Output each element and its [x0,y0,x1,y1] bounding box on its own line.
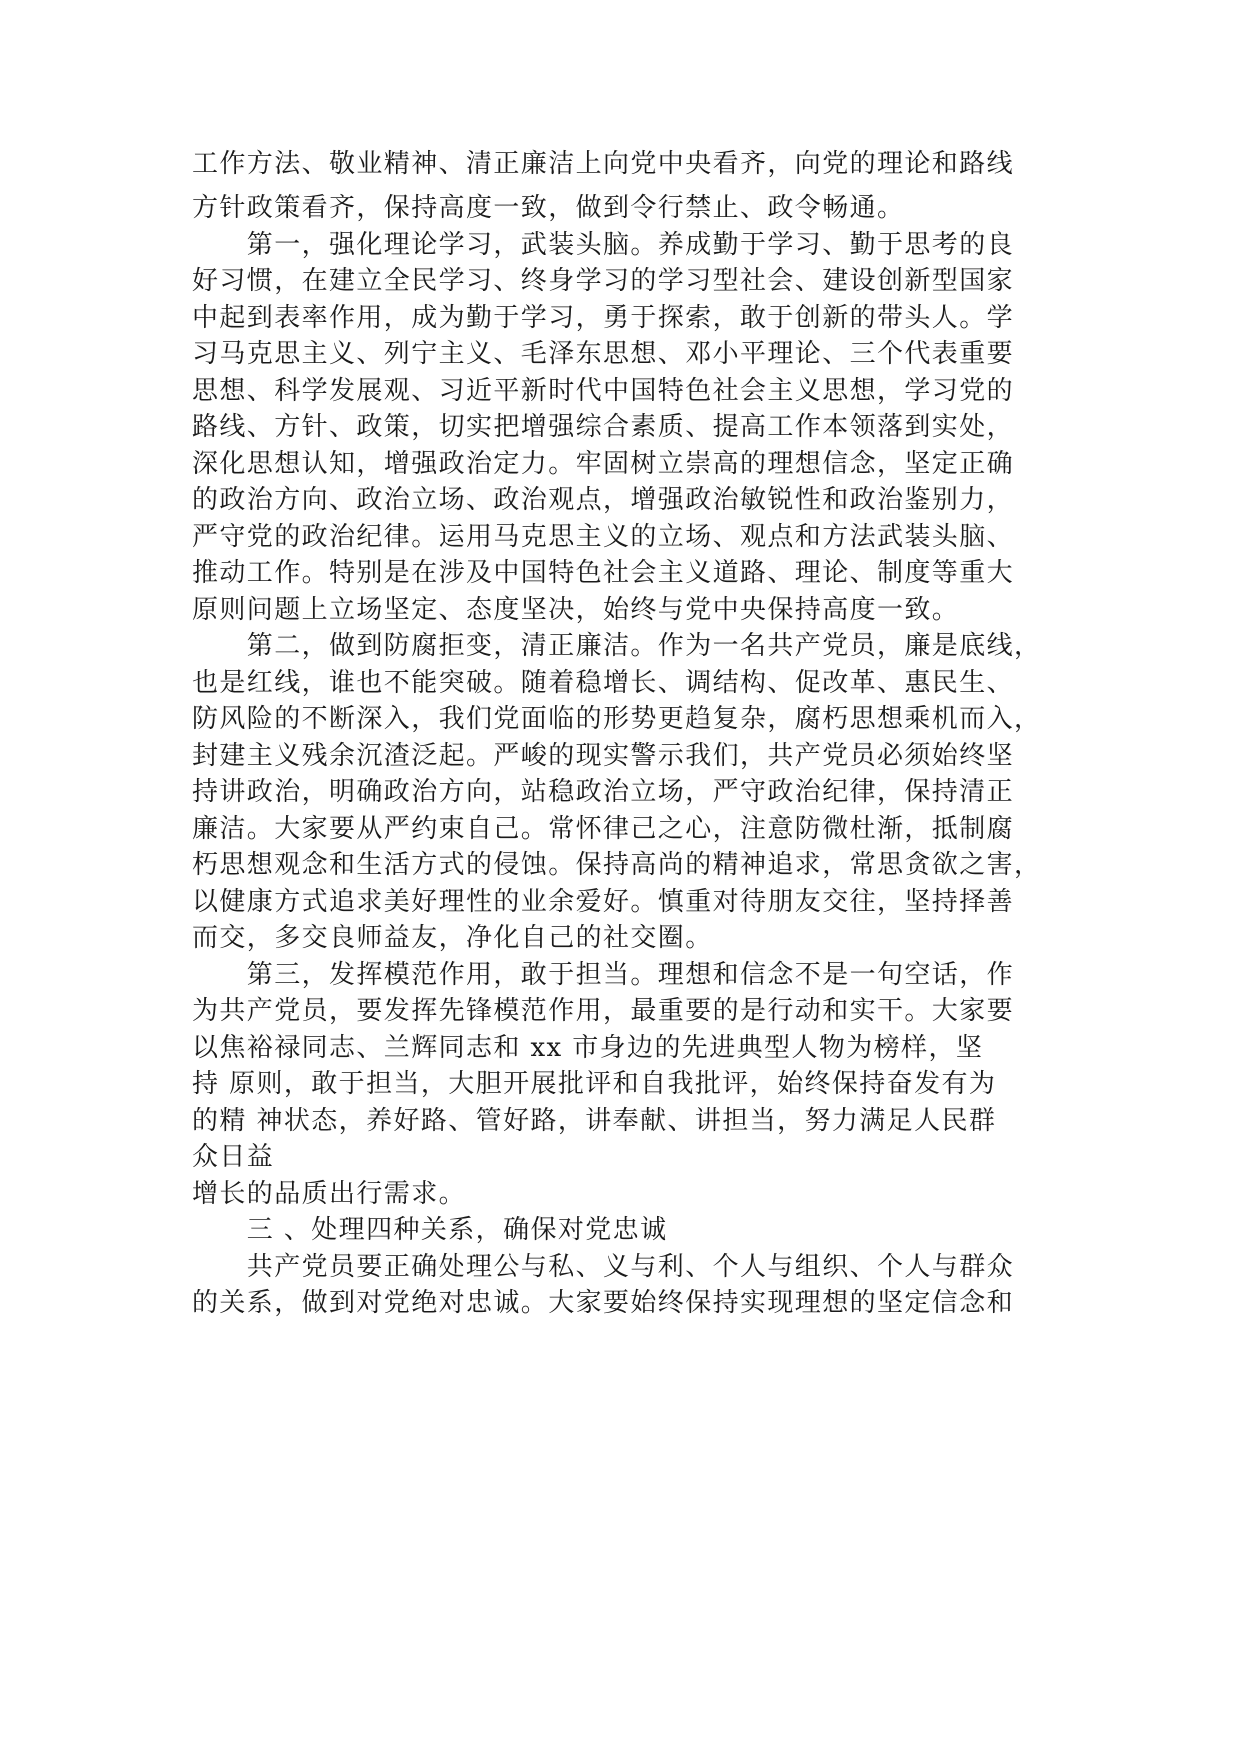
text-line: 工作方法、敬业精神、清正廉洁上向党中央看齐，向党的理论和路线 [192,149,1015,179]
text-line: 中起到表率作用，成为勤于学习，勇于探索，敢于创新的带头人。学 [192,302,1015,333]
text-line: 防风险的不断深入，我们党面临的形势更趋复杂，腐朽思想乘机而入， [192,704,1042,734]
text-line: 而交，多交良师益友，净化自己的社交圈。 [192,923,713,953]
text-line: 习马克思主义、列宁主义、毛泽东思想、邓小平理论、三个代表重要 [192,339,1015,369]
text-line: 持讲政治，明确政治方向，站稳政治立场，严守政治纪律，保持清正 [192,777,1015,807]
text-line: 深化思想认知，增强政治定力。牢固树立崇高的理想信念，坚定正确 [192,448,1015,479]
text-line: 推动工作。特别是在涉及中国特色社会主义道路、理论、制度等重大 [192,558,1015,588]
text-line: 封建主义残余沉渣泛起。严峻的现实警示我们，共产党员必须始终坚 [192,740,1015,771]
text-line: 的精 神状态，养好路、管好路，讲奉献、讲担当，努力满足人民群 [192,1105,997,1136]
text-line: 持 原则，敢于担当，大胆开展批评和自我批评，始终保持奋发有为 [192,1069,997,1099]
text-line: 的政治方向、政治立场、政治观点，增强政治敏锐性和政治鉴别力， [192,485,1015,515]
text-line: 路线、方针、政策，切实把增强综合素质、提高工作本领落到实处， [192,412,1015,442]
body-text [192,146,1062,1322]
text-line: 好习惯，在建立全民学习、终身学习的学习型社会、建设创新型国家 [192,266,1015,296]
text-line: 廉洁。大家要从严约束自己。常怀律己之心，注意防微杜渐，抵制腐 [192,813,1015,844]
text-line: 为共产党员，要发挥先锋模范作用，最重要的是行动和实干。大家要 [192,996,1015,1026]
paragraph-first-line: 第二，做到防腐拒变，清正廉洁。作为一名共产党员，廉是底线， [192,631,1042,661]
text-line: 的关系，做到对党绝对忠诚。大家要始终保持实现理想的坚定信念和 [192,1288,1015,1318]
text-line: 朽思想观念和生活方式的侵蚀。保持高尚的精神追求，常思贪欲之害， [192,850,1042,880]
text-line: 也是红线，谁也不能突破。随着稳增长、调结构、促改革、惠民生、 [192,667,1015,698]
text-line: 增长的品质出行需求。 [192,1178,467,1209]
text-line: 方针政策看齐，保持高度一致，做到令行禁止、政令畅通。 [192,193,905,223]
text-line: 原则问题上立场坚定、态度坚决，始终与党中央保持高度一致。 [192,594,960,625]
text-line: 思想、科学发展观、习近平新时代中国特色社会主义思想，学习党的 [192,375,1015,406]
paragraph-first-line: 共产党员要正确处理公与私、义与利、个人与组织、个人与群众 [192,1251,1015,1282]
text-line: 以焦裕禄同志、兰辉同志和 xx 市身边的先进典型人物为榜样，坚 [192,1032,984,1063]
paragraph-first-line: 第三，发挥模范作用，敢于担当。理想和信念不是一句空话，作 [192,959,1015,990]
text-line: 严守党的政治纪律。运用马克思主义的立场、观点和方法武装头脑、 [192,521,1015,552]
text-line: 众日益 [192,1142,275,1172]
paragraph-first-line: 第一，强化理论学习，武装头脑。养成勤于学习、勤于思考的良 [192,229,1015,260]
section-heading: 三 、处理四种关系，确保对党忠诚 [192,1215,668,1245]
text-line: 以健康方式追求美好理性的业余爱好。慎重对待朋友交往，坚持择善 [192,886,1015,917]
